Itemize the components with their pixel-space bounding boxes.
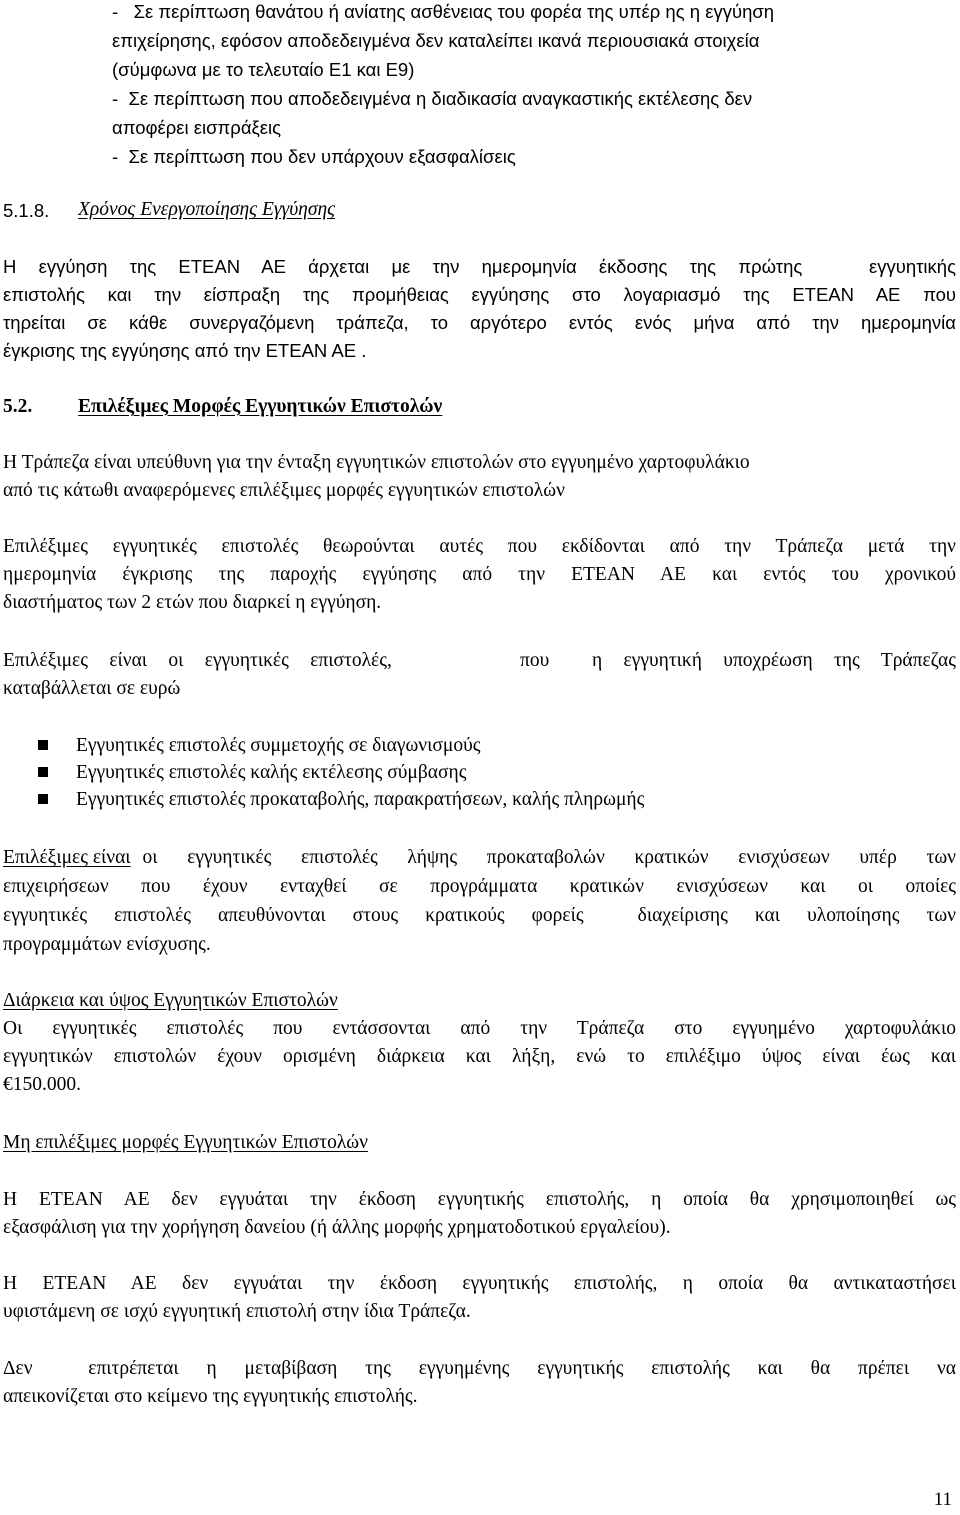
intro-line-6: - Σε περίπτωση που δεν υπάρχουν εξασφαλίσεις bbox=[112, 146, 516, 167]
non-eligible-paragraph-f-line-2: υφιστάμενη σε ισχύ εγγυητική επιστολή στην ίδια Τράπεζα. bbox=[3, 1301, 471, 1322]
eligible-paragraph-d-line-2: επιχειρήσεων που έχουν ενταχθεί σε προγράμματα κρατικών ενισχύσεων και οι οποίες bbox=[3, 876, 956, 897]
square-bullet-icon bbox=[38, 767, 48, 777]
non-eligible-paragraph-g-line-1: Δεν επιτρέπεται η μεταβίβαση της εγγυημένης εγγυητικής επιστολής και θα πρέπει να bbox=[3, 1358, 956, 1379]
duration-heading: Διάρκεια και ύψος Εγγυητικών Επιστολών bbox=[3, 990, 338, 1011]
page-number: 11 bbox=[933, 1489, 952, 1510]
eligible-paragraph-d-line-4: προγραμμάτων ενίσχυσης. bbox=[3, 934, 211, 955]
duration-line-3: €150.000. bbox=[3, 1074, 81, 1095]
eligible-underlined-phrase: Επιλέξιμες είναι bbox=[3, 847, 131, 868]
non-eligible-paragraph-e-line-1: Η ΕΤΕΑΝ ΑΕ δεν εγγυάται την έκδοση εγγυητικής επιστολής, η οποία θα χρησιμοποιηθεί ως bbox=[3, 1189, 956, 1210]
square-bullet-icon bbox=[38, 740, 48, 750]
eligible-paragraph-c-line-1: Επιλέξιμες είναι οι εγγυητικές επιστολές, που η εγγυητική υποχρέωση της Τράπεζας bbox=[3, 650, 956, 671]
activation-paragraph-line-1: Η εγγύηση της ΕΤΕΑΝ ΑΕ άρχεται με την ημερομηνία έκδοσης της πρώτης εγγυητικής bbox=[3, 256, 956, 277]
eligible-paragraph-d-line-3: εγγυητικές επιστολές απευθύνονται στους κρατικούς φορείς διαχείρισης και υλοποίησης των bbox=[3, 905, 956, 926]
eligible-paragraph-d-line-1-rest: οι εγγυητικές επιστολές λήψης προκαταβολών κρατικών ενισχύσεων υπέρ των bbox=[142, 847, 956, 868]
intro-line-1: - Σε περίπτωση θανάτου ή ανίατης ασθένειας του φορέα της υπέρ ης η εγγύηση bbox=[112, 1, 775, 22]
section-5-1-8-number: 5.1.8. bbox=[3, 200, 50, 221]
eligible-paragraph-d-line-1 bbox=[3, 846, 956, 870]
bullet-item-2: Εγγυητικές επιστολές καλής εκτέλεσης σύμβασης bbox=[76, 762, 467, 783]
activation-paragraph-line-3: τηρείται σε κάθε συνεργαζόμενη τράπεζα, το αργότερο εντός ενός μήνα από την ημερομηνία bbox=[3, 312, 956, 333]
non-eligible-paragraph-f-line-1: Η ΕΤΕΑΝ ΑΕ δεν εγγυάται την έκδοση εγγυητικής επιστολής, η οποία θα αντικαταστήσει bbox=[3, 1273, 956, 1294]
eligible-paragraph-a-line-2: από τις κάτωθι αναφερόμενες επιλέξιμες μορφές εγγυητικών επιστολών bbox=[3, 480, 565, 501]
eligible-paragraph-b-line-2: ημερομηνία έγκρισης της παροχής εγγύησης από την ΕΤΕΑΝ ΑΕ και εντός του χρονικού bbox=[3, 564, 956, 585]
non-eligible-paragraph-e-line-2: εξασφάλιση για την χορήγηση δανείου (ή άλλης μορφής χρηματοδοτικού εργαλείου). bbox=[3, 1217, 671, 1238]
activation-paragraph-line-4: έγκρισης της εγγύησης από την ΕΤΕΑΝ ΑΕ . bbox=[3, 340, 367, 361]
intro-line-4: - Σε περίπτωση που αποδεδειγμένα η διαδικασία αναγκαστικής εκτέλεσης δεν bbox=[112, 88, 753, 109]
section-5-2-number: 5.2. bbox=[3, 396, 33, 417]
section-5-2-title: Επιλέξιμες Μορφές Εγγυητικών Επιστολών bbox=[78, 396, 443, 417]
duration-line-2: εγγυητικών επιστολών έχουν ορισμένη διάρκεια και λήξη, ενώ το επιλέξιμο ύψος είναι έως και bbox=[3, 1046, 956, 1067]
eligible-paragraph-b-line-3: διαστήματος των 2 ετών που διαρκεί η εγγύηση. bbox=[3, 592, 382, 613]
non-eligible-heading: Μη επιλέξιμες μορφές Εγγυητικών Επιστολών bbox=[3, 1132, 368, 1153]
intro-line-2: επιχείρησης, εφόσον αποδεδειγμένα δεν καταλείπει ικανά περιουσιακά στοιχεία bbox=[112, 30, 760, 51]
non-eligible-paragraph-g-line-2: απεικονίζεται στο κείμενο της εγγυητικής επιστολής. bbox=[3, 1386, 418, 1407]
intro-line-3: (σύμφωνα με το τελευταίο Ε1 και Ε9) bbox=[112, 59, 415, 80]
eligible-paragraph-c-line-2: καταβάλλεται σε ευρώ bbox=[3, 678, 181, 699]
square-bullet-icon bbox=[38, 794, 48, 804]
intro-line-5: αποφέρει εισπράξεις bbox=[112, 117, 282, 138]
eligible-paragraph-b-line-1: Επιλέξιμες εγγυητικές επιστολές θεωρούνται αυτές που εκδίδονται από την Τράπεζα μετά την bbox=[3, 536, 956, 557]
bullet-item-1: Εγγυητικές επιστολές συμμετοχής σε διαγωνισμούς bbox=[76, 735, 481, 756]
activation-paragraph-line-2: επιστολής και την είσπραξη της προμήθειας εγγύησης στο λογαριασμό της ΕΤΕΑΝ ΑΕ που bbox=[3, 284, 956, 305]
bullet-item-3: Εγγυητικές επιστολές προκαταβολής, παρακρατήσεων, καλής πληρωμής bbox=[76, 789, 645, 810]
eligible-paragraph-a-line-1: Η Τράπεζα είναι υπεύθυνη για την ένταξη εγγυητικών επιστολών στο εγγυημένο χαρτοφυλάκιο bbox=[3, 452, 750, 473]
duration-line-1: Οι εγγυητικές επιστολές που εντάσσονται από την Τράπεζα στο εγγυημένο χαρτοφυλάκιο bbox=[3, 1018, 956, 1039]
section-5-1-8-title: Χρόνος Ενεργοποίησης Εγγύησης bbox=[78, 199, 336, 220]
